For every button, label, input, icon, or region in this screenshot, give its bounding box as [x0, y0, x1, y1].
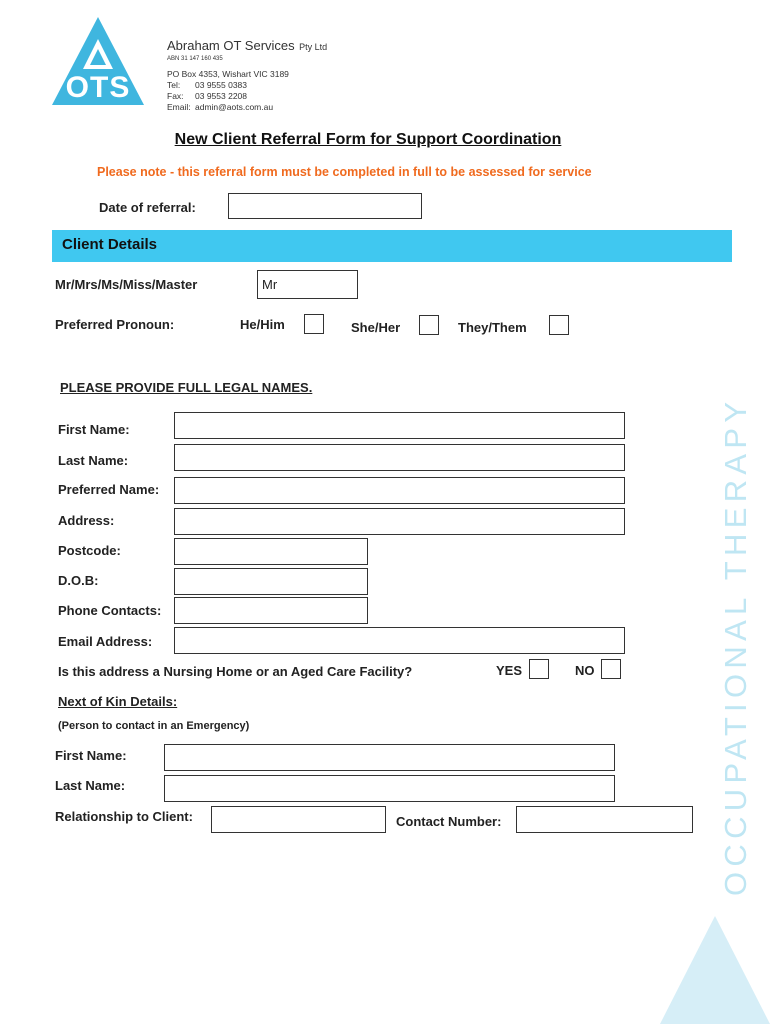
contact-number-label: Contact Number: [396, 814, 502, 829]
company-abn: ABN 31 147 160 435 [167, 56, 223, 62]
occupational-therapy-side-text: OCCUPATIONAL THERAPY [718, 396, 753, 896]
kin-first-name-input[interactable] [164, 744, 615, 771]
kin-first-name-label: First Name: [55, 748, 127, 763]
next-of-kin-heading: Next of Kin Details: [58, 694, 178, 709]
salutation-value: Mr [262, 277, 278, 292]
email-address-label: Email Address: [58, 634, 153, 649]
postcode-label: Postcode: [58, 543, 121, 558]
salutation-input[interactable] [257, 270, 358, 299]
fax-value: 03 9553 2208 [195, 91, 247, 101]
form-title: New Client Referral Form for Support Coordination [174, 131, 562, 148]
tel-label: Tel: [167, 80, 181, 90]
email-label: Email: [167, 102, 191, 112]
nursing-home-no-checkbox[interactable] [601, 659, 621, 679]
salutation-label: Mr/Mrs/Ms/Miss/Master [55, 277, 198, 292]
pronoun-he-him-checkbox[interactable] [304, 314, 324, 334]
pronoun-label: Preferred Pronoun: [55, 317, 175, 332]
kin-last-name-label: Last Name: [55, 778, 126, 793]
pronoun-they-them-checkbox[interactable] [549, 315, 569, 335]
logo-text: OTS [65, 71, 131, 104]
preferred-name-input[interactable] [174, 477, 625, 504]
email-value: admin@aots.com.au [195, 102, 274, 112]
first-name-input[interactable] [174, 412, 625, 439]
nursing-home-no-label: NO [575, 663, 595, 678]
kin-last-name-input[interactable] [164, 775, 615, 802]
contact-number-input[interactable] [516, 806, 693, 833]
nursing-home-yes-checkbox[interactable] [529, 659, 549, 679]
first-name-label: First Name: [58, 422, 130, 437]
relationship-input[interactable] [211, 806, 386, 833]
next-of-kin-note: (Person to contact in an Emergency) [58, 720, 250, 732]
relationship-label: Relationship to Client: [55, 809, 193, 824]
pronoun-he-him-label: He/Him [240, 317, 285, 332]
decorative-triangle [660, 914, 770, 1024]
company-name: Abraham OT Services [167, 38, 295, 53]
date-of-referral-input[interactable] [228, 193, 422, 219]
completion-notice: Please note - this referral form must be completed in full to be assessed for service [97, 165, 592, 179]
pronoun-she-her-checkbox[interactable] [419, 315, 439, 335]
address-label: Address: [58, 513, 115, 528]
company-logo [50, 15, 146, 107]
legal-names-heading: PLEASE PROVIDE FULL LEGAL NAMES. [60, 380, 313, 395]
postcode-input[interactable] [174, 538, 368, 565]
phone-contacts-label: Phone Contacts: [58, 603, 162, 618]
company-address: PO Box 4353, Wishart VIC 3189 [167, 69, 289, 79]
fax-label: Fax: [167, 91, 184, 101]
dob-input[interactable] [174, 568, 368, 595]
nursing-home-question: Is this address a Nursing Home or an Aged Care Facility? [58, 664, 413, 679]
last-name-input[interactable] [174, 444, 625, 471]
nursing-home-yes-label: YES [496, 663, 523, 678]
pronoun-she-her-label: She/Her [351, 320, 401, 335]
client-details-banner [52, 230, 732, 262]
pronoun-they-them-label: They/Them [458, 320, 527, 335]
company-suffix: Pty Ltd [299, 42, 328, 52]
date-of-referral-label: Date of referral: [99, 200, 196, 215]
client-details-heading: Client Details [62, 236, 158, 253]
email-address-input[interactable] [174, 627, 625, 654]
phone-contacts-input[interactable] [174, 597, 368, 624]
company-header [167, 37, 327, 113]
preferred-name-label: Preferred Name: [58, 482, 160, 497]
dob-label: D.O.B: [58, 573, 99, 588]
tel-value: 03 9555 0383 [195, 80, 247, 90]
last-name-label: Last Name: [58, 453, 129, 468]
address-input[interactable] [174, 508, 625, 535]
